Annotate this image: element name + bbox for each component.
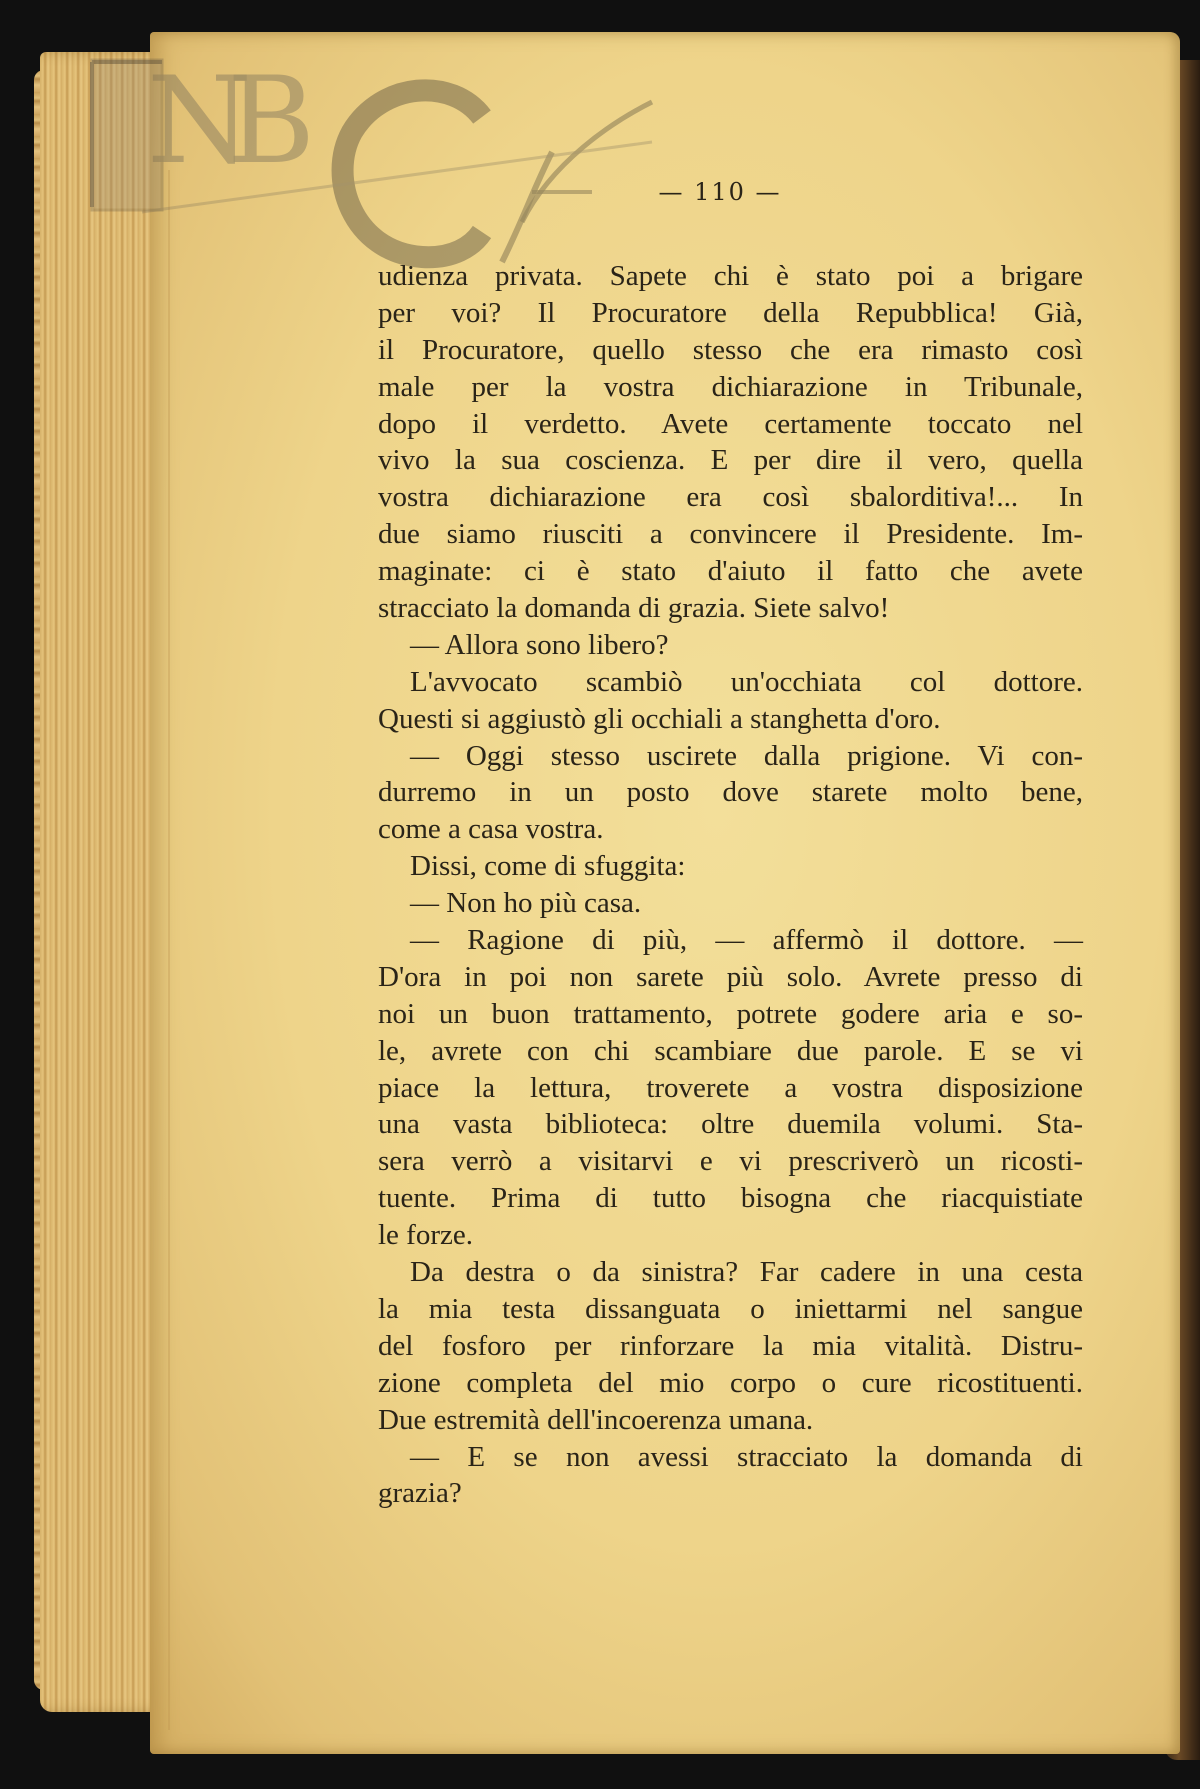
page-number: — 110 — bbox=[658, 178, 782, 206]
text-line: — E se non avessi stracciato la domanda di bbox=[410, 1440, 1083, 1473]
text-line: Due estremità dell'incoerenza umana. bbox=[378, 1403, 814, 1436]
text-line: udienza privata. Sapete chi è stato poi a brigare bbox=[378, 260, 1083, 292]
text-line: — Oggi stesso uscirete dalla prigione. Vi con- bbox=[410, 739, 1083, 772]
text-line: del fosforo per rinforzare la mia vitalità. Distru- bbox=[378, 1329, 1083, 1362]
svg-text:N: N bbox=[147, 52, 252, 191]
text-line: — Ragione di più, — affermò il dottore. — bbox=[410, 924, 1083, 957]
text-line: — Allora sono libero? bbox=[410, 628, 669, 661]
page-fold-line bbox=[168, 170, 170, 1730]
bncf-logo-icon bbox=[52, 42, 692, 292]
text-line: zione completa del mio corpo o cure ricostituenti. bbox=[378, 1366, 1083, 1399]
text-line: — Non ho più casa. bbox=[410, 887, 642, 920]
text-line: dopo il verdetto. Avete certamente toccato nel bbox=[378, 407, 1083, 440]
text-line: le, avrete con chi scambiare due parole. E se vi bbox=[378, 1034, 1083, 1067]
text-line: noi un buon trattamento, potrete godere aria e so- bbox=[378, 997, 1083, 1030]
text-line: le forze. bbox=[378, 1219, 473, 1252]
text-line: vostra dichiarazione era così sbalorditiva!... In bbox=[378, 481, 1083, 514]
text-line: come a casa vostra. bbox=[378, 813, 604, 846]
watermark-logo bbox=[52, 42, 692, 292]
text-line: grazia? bbox=[378, 1477, 462, 1510]
text-line: male per la vostra dichiarazione in Tribunale, bbox=[378, 370, 1083, 403]
text-line: il Procuratore, quello stesso che era rimasto così bbox=[378, 333, 1083, 366]
text-line: vivo la sua coscienza. E per dire il vero, quella bbox=[378, 444, 1083, 477]
text-line: due siamo riusciti a convincere il Presidente. Im- bbox=[378, 518, 1083, 551]
body-text bbox=[378, 258, 1083, 1512]
text-line: piace la lettura, troverete a vostra disposizione bbox=[378, 1071, 1083, 1104]
text-line: maginate: ci è stato d'aiuto il fatto che avete bbox=[378, 555, 1083, 588]
text-line: sera verrò a visitarvi e vi prescriverò un ricosti- bbox=[378, 1145, 1083, 1178]
text-line: tuente. Prima di tutto bisogna che riacquistiate bbox=[378, 1182, 1083, 1215]
text-line: durremo in un posto dove starete molto bene, bbox=[378, 776, 1083, 809]
text-line: Dissi, come di sfuggita: bbox=[410, 850, 686, 883]
svg-text:B: B bbox=[227, 52, 316, 191]
text-line: stracciato la domanda di grazia. Siete salvo! bbox=[378, 592, 890, 625]
text-line: per voi? Il Procuratore della Repubblica! Già, bbox=[378, 296, 1083, 329]
text-line: Questi si aggiustò gli occhiali a stanghetta d'oro. bbox=[378, 702, 941, 735]
text-line: Da destra o da sinistra? Far cadere in una cesta bbox=[410, 1256, 1083, 1289]
text-line: una vasta biblioteca: oltre duemila volumi. Sta- bbox=[378, 1108, 1083, 1141]
text-line: L'avvocato scambiò un'occhiata col dottore. bbox=[410, 665, 1083, 698]
text-line: D'ora in poi non sarete più solo. Avrete presso di bbox=[378, 960, 1083, 993]
text-line: la mia testa dissanguata o iniettarmi nel sangue bbox=[378, 1292, 1083, 1325]
